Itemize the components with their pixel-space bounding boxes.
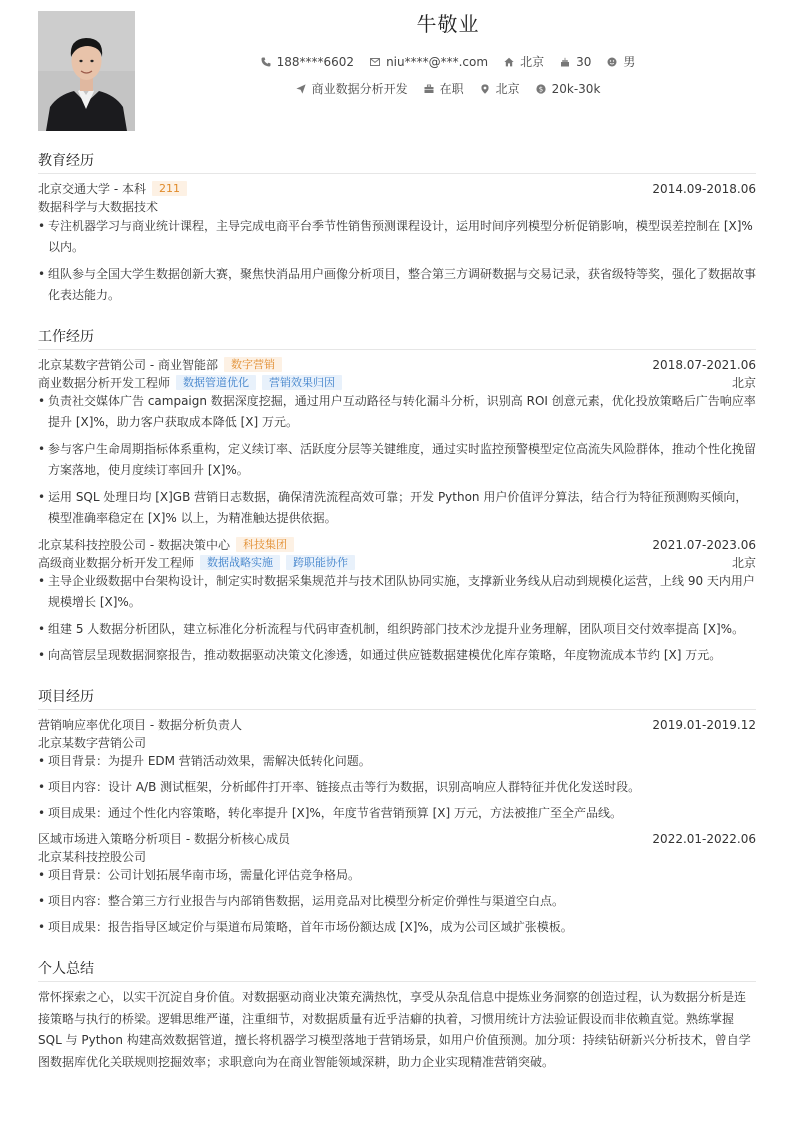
project-bullet: • 项目内容：设计 A/B 测试框架，分析邮件打开率、链接点击等行为数据，识别高响应人群特征并优化发送时段。 [38, 777, 756, 798]
avatar-photo [38, 11, 135, 131]
project-company-row [38, 848, 756, 865]
job-header-row [38, 356, 756, 373]
candidate-name: 牛敬业 [416, 12, 480, 36]
project-date: 2022.01-2022.06 [652, 831, 756, 846]
major-value: 数据科学与大数据技术 [38, 200, 159, 214]
summary-text: 常怀探索之心，以实干沉淀自身价值。对数据驱动商业决策充满热忱，享受从杂乱信息中提炼业务洞察的创造过程，认为数据分析是连接策略与执行的桥梁。逻辑思维严谨，注重细节，对数据质量有近乎洁癖的执着，习惯用统计方法验证假设而非依赖直觉。熟练掌握 SQL 与 Python 构建高效数据管道，擅长将机器学习模型落地于营销场景，如用户价值预测。加分项：持续钻研新兴分析技术，曾自学图数据库优化关联规则挖掘效率；求职意向为在商业智能领域深耕，助力企业实现精准营销突破。 [38, 990, 751, 1069]
project-bullet: • 项目成果：报告指导区域定价与渠道布局策略，首年市场份额达成 [X]%，成为公司区域扩张模板。 [38, 917, 756, 938]
company-line: 北京某科技控股公司 - 数据决策中心 [38, 538, 230, 552]
send-icon [296, 84, 306, 94]
job-bullet: • 运用 SQL 处理日均 [X]GB 营销日志数据，确保清洗流程高效可靠；开发 Python 用户价值评分算法，结合行为特征预测购买倾向，模型准确率稳定在 [X]% 以上，为精准触达提供依据。 [38, 487, 756, 529]
briefcase-icon [424, 84, 434, 94]
cake-icon [560, 57, 570, 67]
project-header-row [38, 830, 756, 847]
project-company: 北京某数字营销公司 [38, 736, 147, 750]
home-icon [504, 57, 514, 67]
mail-icon [370, 57, 380, 67]
project-name: 营销响应率优化项目 - 数据分析负责人 [38, 718, 242, 732]
education-bullet: • 专注机器学习与商业统计课程，主导完成电商平台季节性销售预测课程设计，运用时间序列模型分析促销影响，模型误差控制在 [X]% 以内。 [38, 216, 756, 258]
job-bullet: • 参与客户生命周期指标体系重构，定义续订率、活跃度分层等关键维度，通过实时监控预警模型定位高流失风险群体，推动个性化挽留方案落地，使月度续订率回升 [X]%。 [38, 439, 756, 481]
target-city-value: 北京 [495, 82, 520, 96]
summary-section-title: 个人总结 [38, 958, 756, 982]
status-info [424, 80, 464, 97]
project-header-row [38, 716, 756, 733]
job-date: 2018.07-2021.06 [652, 357, 756, 372]
phone-info [261, 55, 354, 69]
job-date: 2021.07-2023.06 [652, 537, 756, 552]
salary-info [536, 82, 601, 96]
project-date: 2019.01-2019.12 [652, 717, 756, 732]
target-role-info [296, 80, 408, 97]
phone-icon [261, 57, 271, 67]
job-city: 北京 [731, 556, 756, 570]
school-line: 北京交通大学 - 本科 [38, 182, 146, 196]
email-info [370, 55, 488, 69]
project-company: 北京某科技控股公司 [38, 850, 147, 864]
status-value: 在职 [439, 82, 464, 96]
skill-tag: 数据管道优化 [176, 375, 256, 390]
job-title: 商业数据分析开发工程师 [38, 376, 171, 390]
skill-tag: 数据战略实施 [200, 555, 280, 570]
job-intent-row [148, 80, 748, 97]
project-bullet: • 项目背景：为提升 EDM 营销活动效果，需解决低转化问题。 [38, 751, 756, 772]
job-title-row [38, 374, 756, 391]
target-city-info [480, 80, 520, 97]
company-tag: 科技集团 [236, 537, 294, 552]
job-title: 高级商业数据分析开发工程师 [38, 556, 195, 570]
city-info [504, 53, 544, 70]
city-value: 北京 [520, 55, 545, 69]
project-bullet: • 项目成果：通过个性化内容策略，转化率提升 [X]%，年度节省营销预算 [X] 万元，方法被推广至全产品线。 [38, 803, 756, 824]
job-bullet: • 向高管层呈现数据洞察报告，推动数据驱动决策文化渗透，如通过供应链数据建模优化库存策略，年度物流成本节约 [X] 万元。 [38, 645, 756, 666]
job-header-row [38, 536, 756, 553]
project-bullet: • 项目内容：整合第三方行业报告与内部销售数据，运用竞品对比模型分析定价弹性与渠道空白点。 [38, 891, 756, 912]
portrait-image [38, 11, 135, 131]
gender-icon [607, 57, 617, 67]
age-value: 30 [576, 54, 592, 69]
company-line: 北京某数字营销公司 - 商业智能部 [38, 358, 218, 372]
education-major-row [38, 198, 756, 215]
project-company-row [38, 734, 756, 751]
job-bullet: • 负责社交媒体广告 campaign 数据深度挖掘，通过用户互动路径与转化漏斗分析，识别高 ROI 创意元素，优化投放策略后广告响应率提升 [X]%，助力客户获取成本降低 [X] 万元。 [38, 391, 756, 433]
education-header-row [38, 180, 756, 197]
job-city: 北京 [731, 376, 756, 390]
money-icon [536, 84, 546, 94]
location-icon [480, 84, 490, 94]
projects-section-title: 项目经历 [38, 686, 756, 710]
contact-info-row [148, 53, 748, 70]
gender-info [607, 53, 635, 70]
education-section-title: 教育经历 [38, 150, 756, 174]
salary-value: 20k-30k [551, 81, 601, 96]
job-bullet: • 主导企业级数据中台架构设计，制定实时数据采集规范并与技术团队协同实施，支撑新业务线从启动到规模化运营，上线 90 天内用户规模增长 [X]%。 [38, 571, 756, 613]
education-date: 2014.09-2018.06 [652, 181, 756, 196]
email-address: niu****@***.com [386, 54, 489, 69]
svg-text:$: $ [538, 85, 543, 94]
work-section-title: 工作经历 [38, 326, 756, 350]
job-title-row [38, 554, 756, 571]
skill-tag: 跨职能协作 [286, 555, 355, 570]
job-bullet: • 组建 5 人数据分析团队，建立标准化分析流程与代码审查机制，组织跨部门技术沙龙提升业务理解，团队项目交付效率提高 [X]%。 [38, 619, 756, 640]
age-info [560, 55, 591, 69]
project-bullet: • 项目背景：公司计划拓展华南市场，需量化评估竞争格局。 [38, 865, 756, 886]
phone-number: 188****6602 [276, 54, 355, 69]
education-bullet: • 组队参与全国大学生数据创新大赛，聚焦快消品用户画像分析项目，整合第三方调研数据与交易记录，获省级特等奖，强化了数据故事化表达能力。 [38, 264, 756, 306]
project-name: 区域市场进入策略分析项目 - 数据分析核心成员 [38, 832, 290, 846]
gender-value: 男 [623, 55, 636, 69]
company-tag: 数字营销 [224, 357, 282, 372]
target-role-value: 商业数据分析开发 [311, 82, 408, 96]
skill-tag: 营销效果归因 [262, 375, 342, 390]
school-tag: 211 [152, 181, 187, 196]
